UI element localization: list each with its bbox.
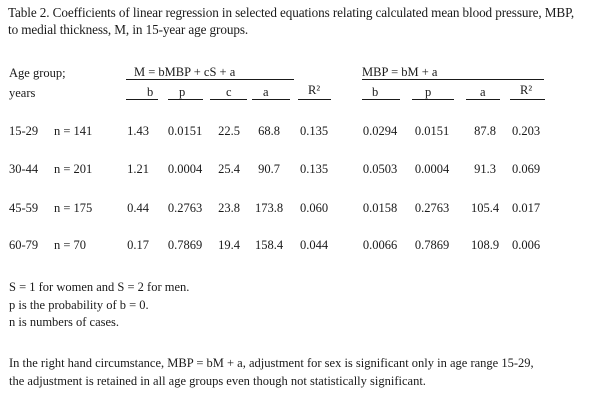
footer-line-1: In the right hand circumstance, MBP = bM + a, adjustment for sex is significant only in age range 15-29, bbox=[9, 356, 534, 370]
row-case-count: n = 70 bbox=[54, 238, 87, 252]
row-case-count: n = 175 bbox=[54, 201, 93, 215]
col-header-left-r2: R² bbox=[308, 83, 321, 97]
row-case-count: n = 201 bbox=[54, 162, 93, 176]
footer-line-2: the adjustment is retained in all age groups even though not statistically significant. bbox=[9, 373, 426, 388]
rule-left-b bbox=[126, 99, 158, 100]
row-age-range: 30-44 bbox=[9, 162, 39, 176]
col-header-right-r2: R² bbox=[520, 83, 533, 97]
rule-right-r2 bbox=[510, 99, 545, 100]
cell-left-p: 0.2763 bbox=[167, 201, 203, 215]
right-group-rule bbox=[362, 79, 544, 80]
cell-right-r2: 0.006 bbox=[511, 238, 541, 252]
cell-right-r2: 0.069 bbox=[511, 162, 541, 176]
note-n-definition: n is numbers of cases. bbox=[9, 315, 120, 329]
cell-left-r2: 0.044 bbox=[299, 238, 329, 252]
col-header-left-a: a bbox=[263, 85, 269, 99]
rule-right-a bbox=[466, 99, 500, 100]
cell-right-a: 105.4 bbox=[470, 201, 500, 215]
cell-left-c: 19.4 bbox=[218, 238, 240, 252]
cell-right-p: 0.0151 bbox=[414, 124, 450, 138]
table-caption bbox=[8, 4, 600, 38]
cell-left-c: 25.4 bbox=[218, 162, 240, 176]
cell-right-p: 0.0004 bbox=[414, 162, 450, 176]
cell-left-c: 22.5 bbox=[218, 124, 240, 138]
cell-right-a: 87.8 bbox=[474, 124, 496, 138]
col-header-right-a: a bbox=[480, 85, 486, 99]
col-header-left-b: b bbox=[147, 85, 154, 99]
rule-left-r2 bbox=[298, 99, 331, 100]
rule-right-b bbox=[362, 99, 400, 100]
cell-left-p: 0.7869 bbox=[167, 238, 203, 252]
cell-left-p: 0.0151 bbox=[167, 124, 203, 138]
stub-header-years: years bbox=[9, 86, 36, 100]
cell-right-p: 0.7869 bbox=[414, 238, 450, 252]
cell-left-p: 0.0004 bbox=[167, 162, 203, 176]
cell-left-r2: 0.135 bbox=[299, 162, 329, 176]
cell-right-b: 0.0294 bbox=[362, 124, 398, 138]
row-age-range: 60-79 bbox=[9, 238, 39, 252]
cell-right-b: 0.0503 bbox=[362, 162, 398, 176]
cell-right-a: 108.9 bbox=[470, 238, 500, 252]
col-header-left-c: c bbox=[226, 85, 232, 99]
cell-left-a: 158.4 bbox=[254, 238, 284, 252]
caption-line-1: Table 2. Coefficients of linear regression in selected equations relating calculated mean blood pressure, MBP, bbox=[8, 5, 575, 20]
caption-line-2: to medial thickness, M, in 15-year age groups. bbox=[8, 22, 249, 37]
table-notes bbox=[9, 279, 189, 332]
note-sex-coding: S = 1 for women and S = 2 for men. bbox=[9, 280, 190, 294]
row-case-count: n = 141 bbox=[54, 124, 93, 138]
cell-left-b: 1.21 bbox=[127, 162, 149, 176]
col-header-right-p: p bbox=[425, 85, 432, 99]
cell-left-r2: 0.135 bbox=[299, 124, 329, 138]
rule-left-p bbox=[168, 99, 203, 100]
rule-left-c bbox=[210, 99, 247, 100]
cell-right-p: 0.2763 bbox=[414, 201, 450, 215]
cell-left-a: 68.8 bbox=[258, 124, 280, 138]
row-age-range: 45-59 bbox=[9, 201, 39, 215]
cell-right-r2: 0.017 bbox=[511, 201, 541, 215]
cell-left-b: 1.43 bbox=[127, 124, 149, 138]
cell-left-r2: 0.060 bbox=[299, 201, 329, 215]
left-group-rule bbox=[126, 79, 294, 80]
cell-right-r2: 0.203 bbox=[511, 124, 541, 138]
note-p-definition: p is the probability of b = 0. bbox=[9, 297, 149, 312]
row-age-range: 15-29 bbox=[9, 124, 39, 138]
left-group-title: M = bMBP + cS + a bbox=[134, 65, 236, 79]
cell-left-b: 0.17 bbox=[127, 238, 149, 252]
cell-left-b: 0.44 bbox=[127, 201, 149, 215]
cell-right-b: 0.0158 bbox=[362, 201, 398, 215]
col-header-left-p: p bbox=[179, 85, 186, 99]
col-header-right-b: b bbox=[372, 85, 379, 99]
stub-header-age-group: Age group; bbox=[9, 66, 66, 80]
cell-right-a: 91.3 bbox=[474, 162, 496, 176]
cell-left-c: 23.8 bbox=[218, 201, 240, 215]
footer-paragraph bbox=[9, 355, 599, 390]
cell-left-a: 90.7 bbox=[258, 162, 280, 176]
rule-left-a bbox=[252, 99, 290, 100]
cell-right-b: 0.0066 bbox=[362, 238, 398, 252]
rule-right-p bbox=[412, 99, 454, 100]
cell-left-a: 173.8 bbox=[254, 201, 284, 215]
right-group-title: MBP = bM + a bbox=[362, 65, 438, 79]
